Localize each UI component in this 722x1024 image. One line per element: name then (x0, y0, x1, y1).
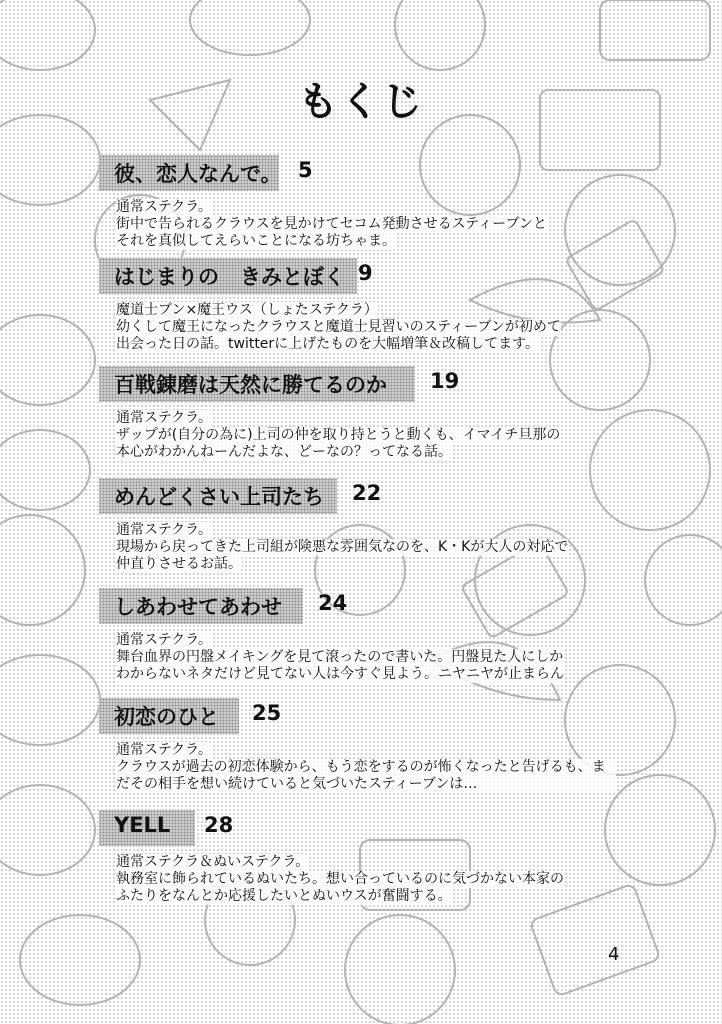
description-line: ふたりをなんとか応援したいとぬいウスが奮闘する。 (116, 888, 452, 904)
description-line: 本心がわかんねーんだよな、どーなの？ってなる話。 (116, 444, 452, 460)
entry-description (116, 302, 676, 353)
description-line: 通常ステクラ。 (116, 522, 213, 538)
description-line: 通常ステクラ。 (116, 742, 213, 758)
entry-title: 百戦錬磨は天然に勝てるのか (114, 373, 387, 397)
description-line: 通常ステクラ。 (116, 632, 213, 648)
entry-page-number: 24 (318, 591, 348, 615)
entry-title: 彼、恋人なんで。 (114, 162, 282, 186)
description-line: ザップが(自分の為に)上司の仲を取り持とうと動くも、イマイチ旦那の (116, 427, 561, 443)
description-line: 現場から戻ってきた上司組が険悪な雰囲気なのを、K・Kが大人の対応で (116, 539, 569, 555)
entry-title: 初恋のひと (114, 705, 219, 729)
entry-description (116, 742, 616, 793)
entry-description (116, 410, 676, 461)
description-line: 魔道士ブン×魔王ウス（しょたステクラ） (116, 302, 378, 318)
description-line: 舞台血界の円盤メイキングを見て滾ったので書いた。円盤見た人にしか (116, 649, 564, 665)
description-line: 街中で告られるクラウスを見かけてセコム発動させるスティーブンと (116, 216, 547, 232)
page-number: 4 (608, 944, 620, 965)
page-title: もくじ (298, 79, 424, 125)
description-line: クラウスが過去の初恋体験から、もう恋をするのが怖くなったと告げるも、まだその相手を想い続けていると気づいたスティーブンは… (116, 759, 616, 793)
entry-title: YELL (114, 813, 171, 837)
entry-title: しあわせてあわせ (114, 595, 282, 619)
description-line: それを真似してえらいことになる坊ちゃま。 (116, 233, 396, 249)
entry-title: めんどくさい上司たち (114, 485, 324, 509)
entry-description (116, 854, 676, 905)
description-line: 幼くして魔王になったクラウスと魔道士見習いのスティーブンが初めて (116, 319, 561, 335)
entry-page-number: 25 (252, 701, 282, 725)
description-line: 通常ステクラ。 (116, 199, 213, 215)
entry-title: はじまりの きみとぼく (114, 265, 345, 289)
description-line: わからないネタだけど見てない人は今すぐ見よう。ニヤニヤが止まらん (116, 666, 564, 682)
entry-description (116, 522, 676, 573)
description-line: 執務室に飾られているぬいたち。想い合っているのに気づかない本家の (116, 871, 564, 887)
entry-description (116, 199, 676, 250)
description-line: 通常ステクラ＆ぬいステクラ。 (116, 854, 310, 870)
entry-page-number: 19 (430, 369, 460, 393)
description-line: 仲直りさせるお話。 (116, 556, 242, 572)
entry-page-number: 28 (204, 813, 234, 837)
entry-page-number: 5 (298, 158, 313, 182)
description-line: 出会った日の話。twitterに上げたものを大幅増筆＆改稿してます。 (116, 336, 540, 352)
entry-page-number: 22 (352, 481, 382, 505)
entry-description (116, 632, 676, 683)
description-line: 通常ステクラ。 (116, 410, 213, 426)
entry-page-number: 9 (358, 261, 373, 285)
